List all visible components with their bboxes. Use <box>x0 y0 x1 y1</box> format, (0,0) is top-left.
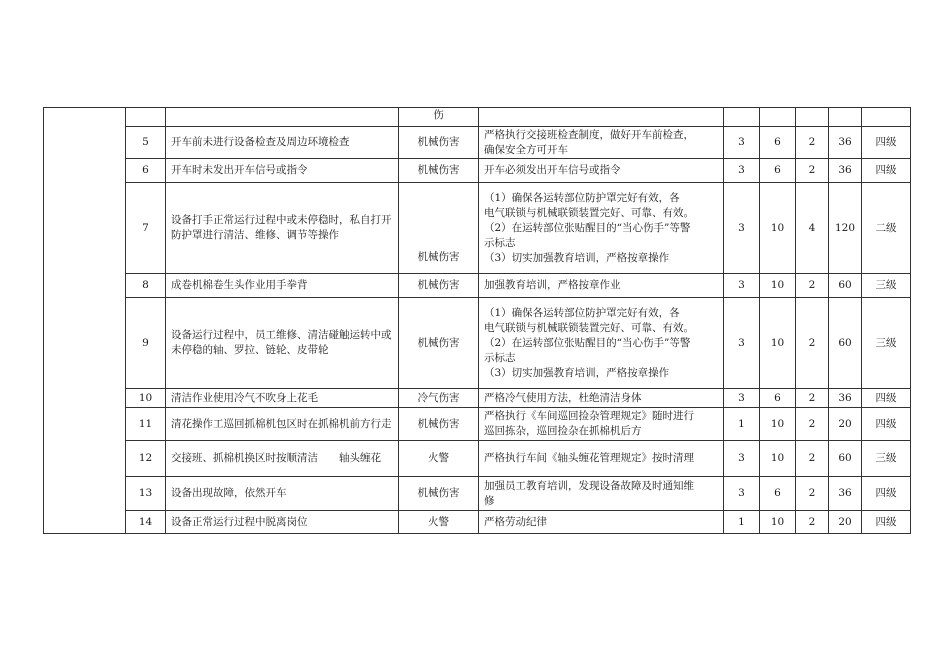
consequence-cell: 2 <box>796 159 829 183</box>
row-number-cell: 9 <box>126 298 166 389</box>
hazard-type-cell: 伤 <box>399 108 479 127</box>
measure-line: 确保安全方可开车 <box>484 143 568 156</box>
likelihood-cell: 3 <box>724 441 760 477</box>
risk-score-cell: 36 <box>829 477 862 511</box>
table-row <box>44 127 911 159</box>
measure-line: 加强员工教育培训，发现设备故障及时通知维 <box>484 479 694 492</box>
measure-line: （2）在运转部位张贴醒目的“当心伤手”等警 <box>484 336 691 349</box>
table-row <box>44 183 911 274</box>
risk-score-cell: 36 <box>829 389 862 408</box>
row-number-cell: 5 <box>126 127 166 159</box>
exposure-cell: 10 <box>760 511 796 534</box>
control-measures-cell <box>479 389 724 408</box>
hazard-description-cell: 设备正常运行过程中脱离岗位 <box>166 511 399 534</box>
hazard-type-cell: 机械伤害 <box>399 408 479 441</box>
risk-score-cell: 36 <box>829 127 862 159</box>
risk-level-cell: 三级 <box>862 298 911 389</box>
row-number-cell: 6 <box>126 159 166 183</box>
measure-line: 电气联锁与机械联锁装置完好、可靠、有效。 <box>484 321 694 334</box>
exposure-cell: 10 <box>760 441 796 477</box>
table-row <box>44 441 911 477</box>
risk-level-cell: 三级 <box>862 441 911 477</box>
consequence-cell: 2 <box>796 408 829 441</box>
exposure-cell: 10 <box>760 408 796 441</box>
exposure-cell: 10 <box>760 274 796 298</box>
risk-level-cell: 三级 <box>862 274 911 298</box>
consequence-cell: 2 <box>796 441 829 477</box>
measure-line: （3）切实加强教育培训，严格按章操作 <box>484 366 670 379</box>
exposure-cell: 10 <box>760 298 796 389</box>
risk-level-cell: 四级 <box>862 408 911 441</box>
hazard-type-cell: 机械伤害 <box>399 298 479 389</box>
measure-line: 严格执行《车间巡回捡杂管理规定》随时进行 <box>484 410 694 422</box>
measure-line: 严格冷气使用方法，杜绝清洁身体 <box>484 391 642 404</box>
table-row <box>44 108 911 127</box>
consequence-cell <box>796 108 829 127</box>
risk-score-cell: 60 <box>829 274 862 298</box>
measure-line: 巡回拣杂，巡回捡杂在抓棉机后方 <box>484 425 642 437</box>
control-measures-cell <box>479 408 724 441</box>
measure-line: 电气联锁与机械联锁装置完好、可靠、有效。 <box>484 206 694 219</box>
likelihood-cell: 3 <box>724 298 760 389</box>
hazard-description-cell: 成卷机棉卷生头作业用手拳背 <box>166 274 399 298</box>
exposure-cell: 10 <box>760 183 796 274</box>
consequence-cell: 4 <box>796 183 829 274</box>
hazard-description-cell <box>166 108 399 127</box>
exposure-cell: 6 <box>760 159 796 183</box>
measure-line: 开车必须发出开车信号或指令 <box>484 164 621 176</box>
exposure-cell: 6 <box>760 389 796 408</box>
risk-score-cell: 60 <box>829 441 862 477</box>
hazard-type-cell: 冷气伤害 <box>399 389 479 408</box>
hazard-description-cell: 清花操作工巡回抓棉机包区时在抓棉机前方行走 <box>166 408 399 441</box>
risk-level-cell: 二级 <box>862 183 911 274</box>
risk-score-cell: 60 <box>829 298 862 389</box>
hazard-description-cell: 设备运行过程中，员工维修、清洁碰触运转中或未停稳的轴、罗拉、链轮、皮带轮 <box>166 298 399 389</box>
measure-line: 严格执行交接班检查制度，做好开车前检查， <box>484 128 694 141</box>
risk-assessment-table <box>43 107 911 534</box>
exposure-cell: 6 <box>760 477 796 511</box>
control-measures-cell <box>479 108 724 127</box>
likelihood-cell: 3 <box>724 477 760 511</box>
row-number-cell <box>126 108 166 127</box>
exposure-cell <box>760 108 796 127</box>
table-row <box>44 159 911 183</box>
hazard-type-cell: 火警 <box>399 441 479 477</box>
consequence-cell: 2 <box>796 274 829 298</box>
table-body <box>44 108 911 534</box>
row-number-cell: 11 <box>126 408 166 441</box>
hazard-description-cell: 交接班、抓棉机换区时按顺清洁 轴头缠花 <box>166 441 399 477</box>
consequence-cell: 2 <box>796 127 829 159</box>
table-row <box>44 274 911 298</box>
measure-line: 示标志 <box>484 236 516 249</box>
row-number-cell: 7 <box>126 183 166 274</box>
likelihood-cell: 1 <box>724 408 760 441</box>
measure-line: （1）确保各运转部位防护罩完好有效，各 <box>484 306 680 319</box>
hazard-type-cell: 机械伤害 <box>399 477 479 511</box>
row-number-cell: 10 <box>126 389 166 408</box>
measure-line: 示标志 <box>484 351 516 364</box>
risk-level-cell: 四级 <box>862 159 911 183</box>
row-number-cell: 14 <box>126 511 166 534</box>
measure-line: 严格执行车间《轴头缠花管理规定》按时清理 <box>484 452 694 464</box>
risk-score-cell: 36 <box>829 159 862 183</box>
likelihood-cell: 3 <box>724 274 760 298</box>
hazard-description-cell: 设备打手正常运行过程中或未停稳时，私自打开防护罩进行清洁、维修、调节等操作 <box>166 183 399 274</box>
control-measures-cell <box>479 183 724 274</box>
measure-line: 修 <box>484 494 495 507</box>
hazard-description-cell: 清洁作业使用冷气不吹身上花毛 <box>166 389 399 408</box>
hazard-type-cell: 机械伤害 <box>399 127 479 159</box>
control-measures-cell <box>479 274 724 298</box>
table-row <box>44 477 911 511</box>
risk-score-cell: 120 <box>829 183 862 274</box>
risk-level-cell <box>862 108 911 127</box>
measure-line: （1）确保各运转部位防护罩完好有效，各 <box>484 191 680 204</box>
table-row <box>44 389 911 408</box>
row-number-cell: 8 <box>126 274 166 298</box>
hazard-description-cell: 开车前未进行设备检查及周边环境检查 <box>166 127 399 159</box>
likelihood-cell: 3 <box>724 159 760 183</box>
likelihood-cell: 3 <box>724 127 760 159</box>
table-row <box>44 408 911 441</box>
likelihood-cell: 3 <box>724 183 760 274</box>
control-measures-cell <box>479 127 724 159</box>
risk-level-cell: 四级 <box>862 127 911 159</box>
risk-score-cell: 20 <box>829 408 862 441</box>
risk-level-cell: 四级 <box>862 389 911 408</box>
consequence-cell: 2 <box>796 477 829 511</box>
likelihood-cell: 1 <box>724 511 760 534</box>
hazard-description-cell: 开车时未发出开车信号或指令 <box>166 159 399 183</box>
hazard-type-cell: 机械伤害 <box>399 183 479 274</box>
measure-line: 加强教育培训，严格按章作业 <box>484 279 621 291</box>
measure-line: 严格劳动纪律 <box>484 515 547 528</box>
control-measures-cell <box>479 441 724 477</box>
control-measures-cell <box>479 477 724 511</box>
control-measures-cell <box>479 159 724 183</box>
control-measures-cell <box>479 511 724 534</box>
consequence-cell: 2 <box>796 298 829 389</box>
exposure-cell: 6 <box>760 127 796 159</box>
hazard-description-cell: 设备出现故障，依然开车 <box>166 477 399 511</box>
hazard-type-cell: 机械伤害 <box>399 274 479 298</box>
hazard-type-cell: 机械伤害 <box>399 159 479 183</box>
risk-score-cell: 20 <box>829 511 862 534</box>
table-row <box>44 511 911 534</box>
control-measures-cell <box>479 298 724 389</box>
hazard-type-cell: 火警 <box>399 511 479 534</box>
table-row <box>44 298 911 389</box>
row-number-cell: 12 <box>126 441 166 477</box>
consequence-cell: 2 <box>796 511 829 534</box>
risk-level-cell: 四级 <box>862 477 911 511</box>
category-cell <box>44 108 126 534</box>
measure-line: （3）切实加强教育培训，严格按章操作 <box>484 251 670 264</box>
likelihood-cell <box>724 108 760 127</box>
likelihood-cell: 3 <box>724 389 760 408</box>
consequence-cell: 2 <box>796 389 829 408</box>
measure-line: （2）在运转部位张贴醒目的“当心伤手”等警 <box>484 221 691 234</box>
risk-score-cell <box>829 108 862 127</box>
risk-level-cell: 四级 <box>862 511 911 534</box>
row-number-cell: 13 <box>126 477 166 511</box>
